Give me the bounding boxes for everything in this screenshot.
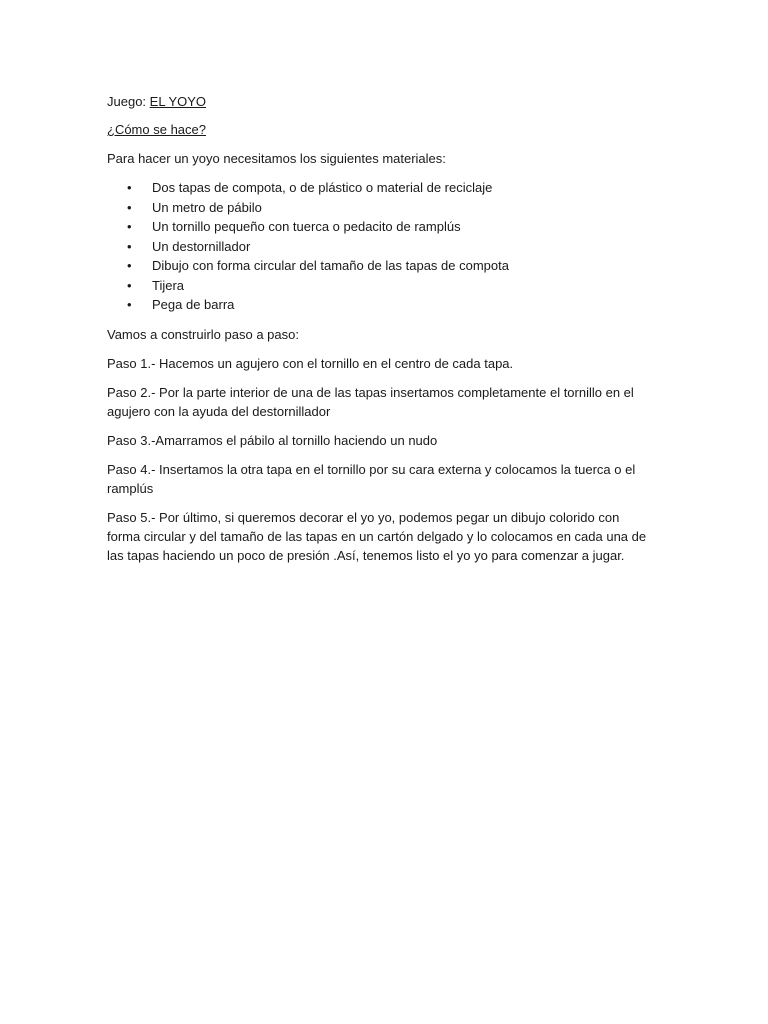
bullet-icon: • (127, 277, 132, 293)
document-body (107, 92, 652, 575)
material-text: Dos tapas de compota, o de plástico o material de reciclaje (152, 180, 493, 195)
list-item (107, 178, 652, 198)
list-item (107, 256, 652, 276)
list-item (107, 217, 652, 237)
game-label: Juego: (107, 94, 147, 109)
bullet-icon: • (127, 219, 132, 234)
material-text: Un metro de pábilo (152, 199, 262, 215)
list-item (107, 276, 652, 296)
material-text: Tijera (152, 277, 185, 293)
bullet-icon: • (127, 180, 132, 195)
materials-list (107, 178, 652, 315)
step-3: Paso 3.-Amarramos el pábilo al tornillo haciendo un nudo (107, 432, 438, 448)
bullet-icon: • (127, 258, 132, 273)
material-text: Un tornillo pequeño con tuerca o pedacito de ramplús (152, 219, 461, 234)
list-item (107, 295, 652, 315)
bullet-icon: • (127, 297, 132, 312)
steps-intro: Vamos a construirlo paso a paso: (107, 326, 299, 342)
how-heading: ¿Cómo se hace? (107, 122, 206, 137)
material-text: Dibujo con forma circular del tamaño de las tapas de compota (152, 258, 509, 273)
step-5: Paso 5.- Por último, si queremos decorar el yo yo, podemos pegar un dibujo colorido con forma circular y del tamaño de las tapas en un cartón delgado y lo colocamos en cada una de las tapas haciendo un poco de presión .Así, tenemos listo el yo yo para comenzar a jugar. (107, 509, 647, 563)
game-title-line (107, 92, 652, 111)
game-name: EL YOYO (149, 94, 207, 109)
step-4: Paso 4.- Insertamos la otra tapa en el tornillo por su cara externa y colocamos la tuerca o el ramplús (107, 461, 636, 496)
list-item (107, 198, 652, 218)
materials-intro: Para hacer un yoyo necesitamos los siguientes materiales: (107, 151, 446, 166)
list-item (107, 237, 652, 257)
bullet-icon: • (127, 199, 132, 215)
material-text: Un destornillador (152, 238, 251, 254)
material-text: Pega de barra (152, 297, 235, 312)
step-1: Paso 1.- Hacemos un agujero con el tornillo en el centro de cada tapa. (107, 355, 514, 371)
bullet-icon: • (127, 238, 132, 254)
step-2: Paso 2.- Por la parte interior de una de las tapas insertamos completamente el tornillo en el agujero con la ayuda del destornillador (107, 384, 634, 419)
